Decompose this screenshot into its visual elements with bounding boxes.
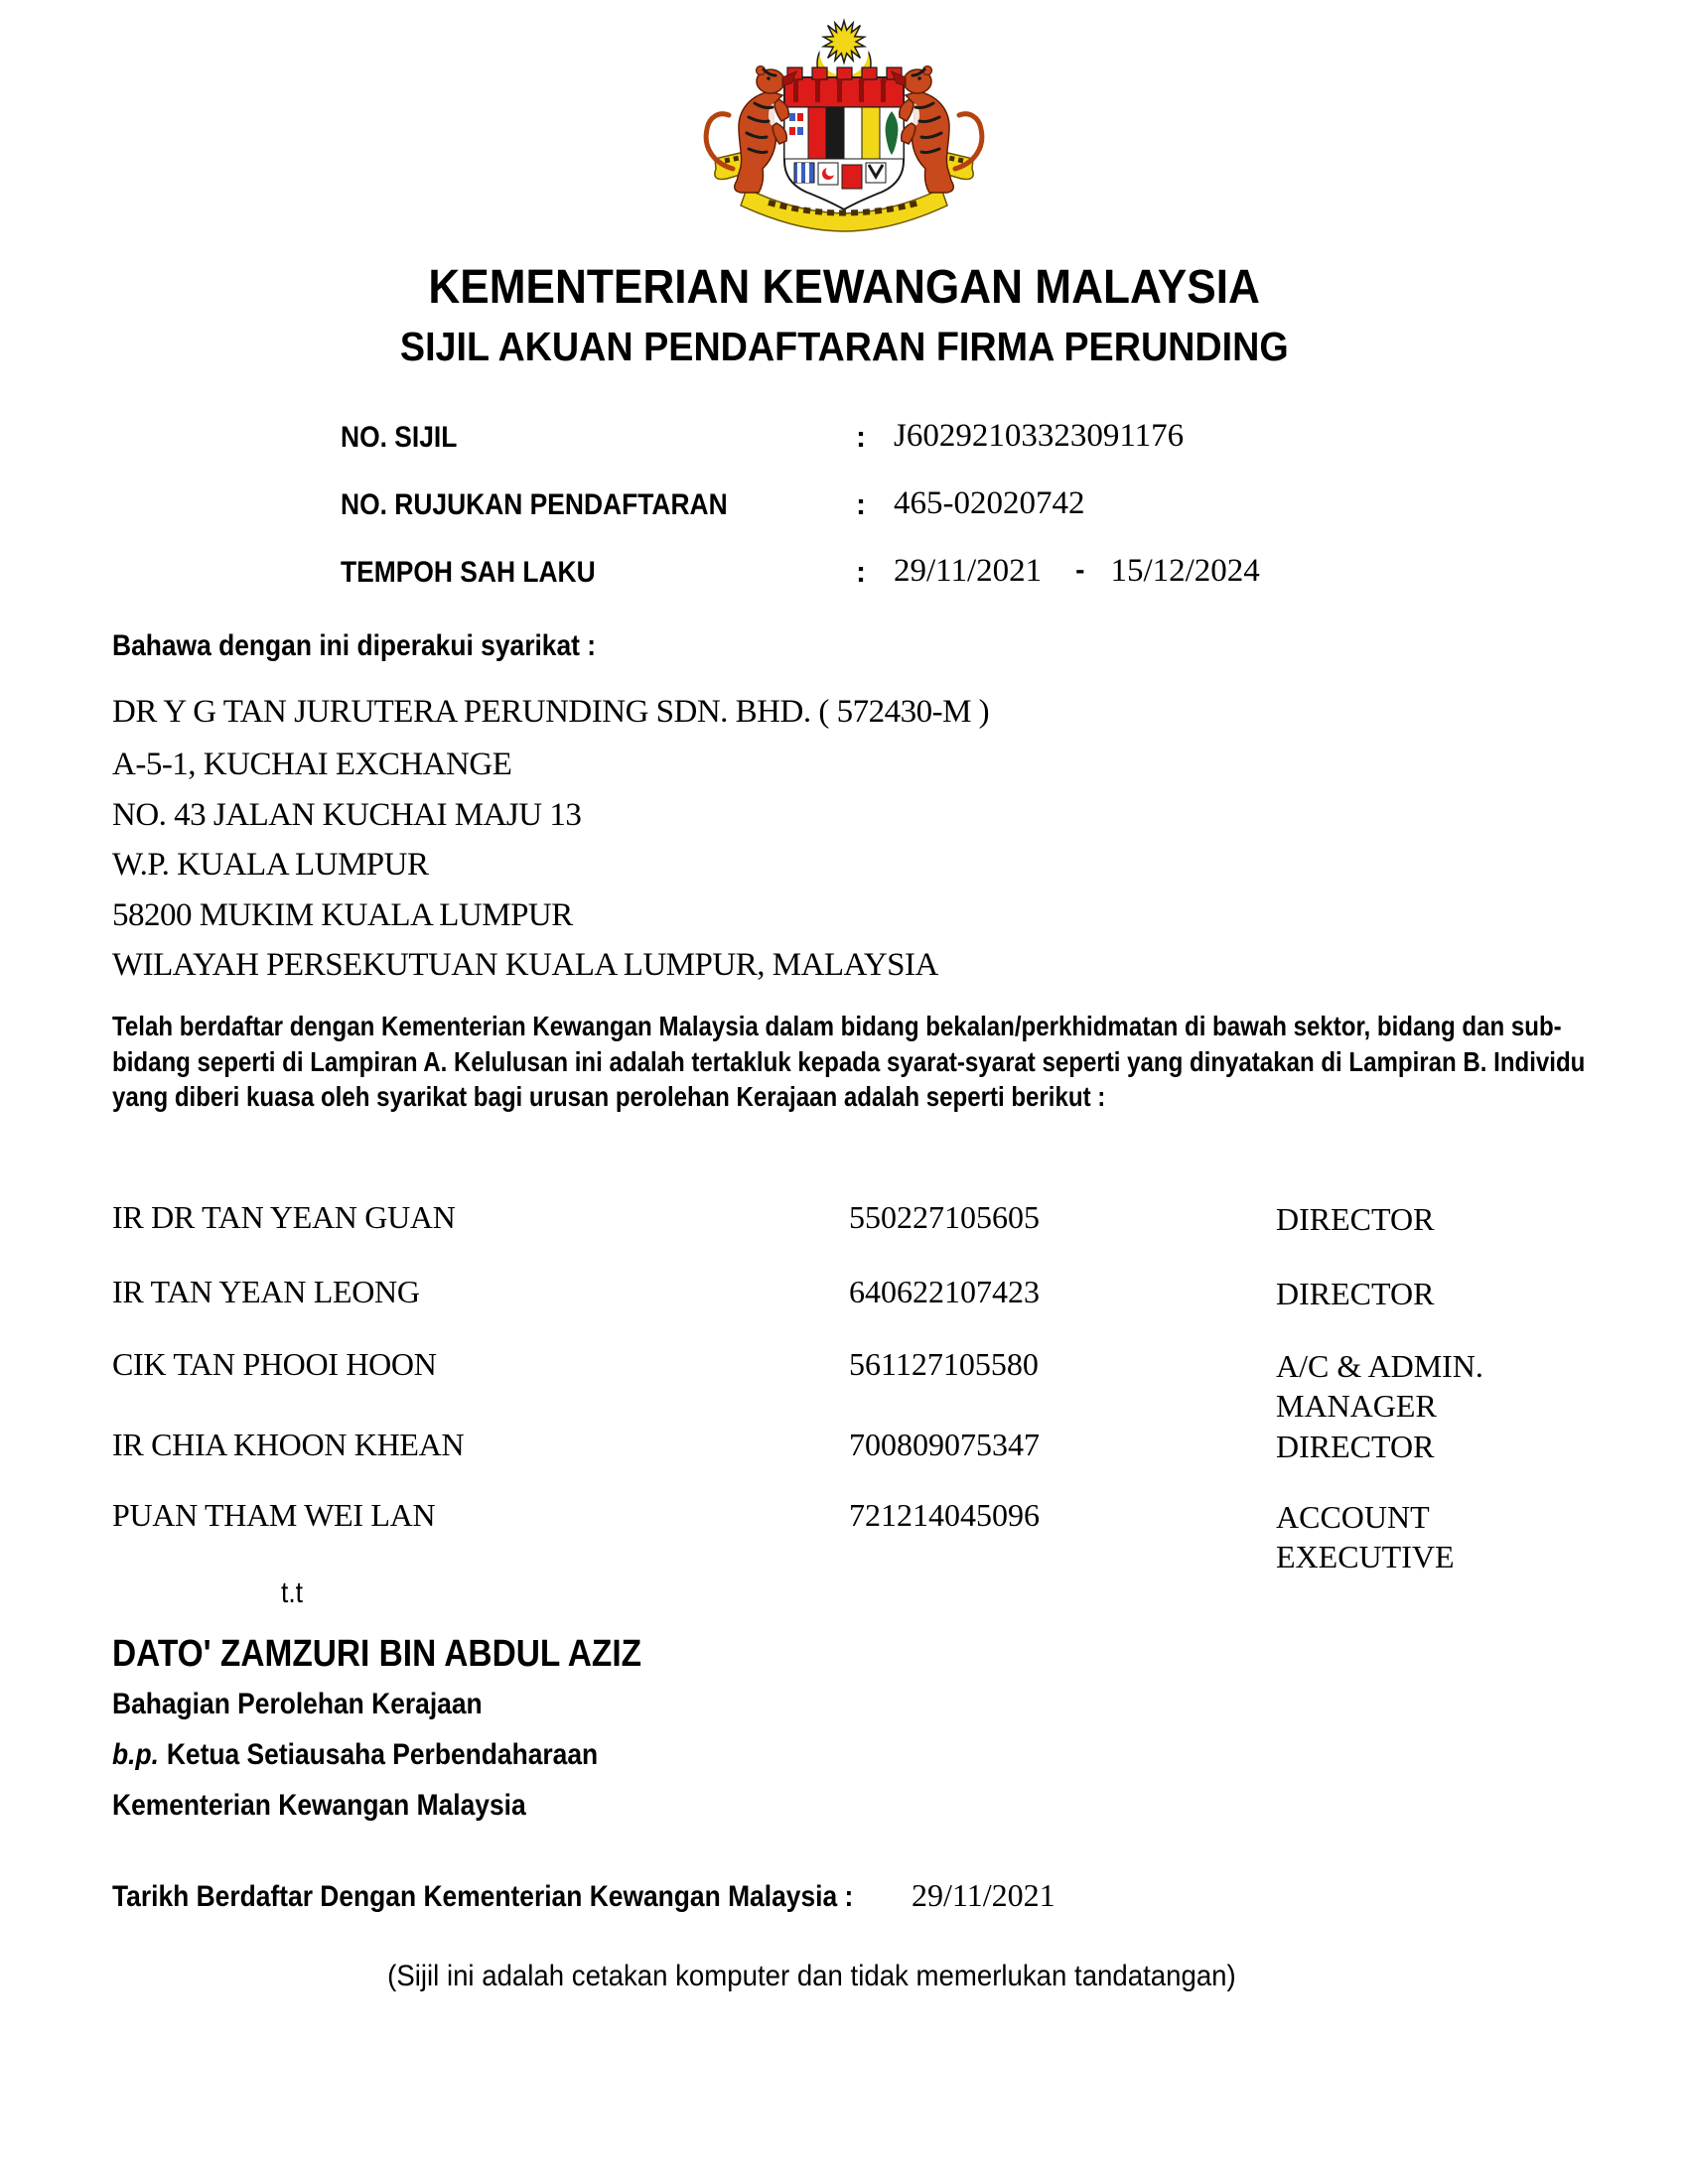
personnel-row bbox=[112, 1497, 1612, 1576]
person-name: IR TAN YEAN LEONG bbox=[112, 1274, 420, 1309]
personnel-row bbox=[112, 1274, 1612, 1313]
field-label-no-rujukan: NO. RUJUKAN PENDAFTARAN bbox=[341, 488, 728, 521]
field-value-no-sijil: J60292103323091176 bbox=[894, 418, 1185, 454]
personnel-row bbox=[112, 1199, 1612, 1239]
person-name: IR CHIA KHOON KHEAN bbox=[112, 1427, 465, 1462]
personnel-row bbox=[112, 1427, 1612, 1466]
person-ic-number: 550227105605 bbox=[849, 1199, 1040, 1235]
field-colon: : bbox=[856, 421, 866, 454]
person-ic-number: 721214045096 bbox=[849, 1497, 1040, 1533]
personnel-row bbox=[112, 1346, 1612, 1426]
person-designation: ACCOUNT EXECUTIVE bbox=[1276, 1499, 1455, 1574]
shield bbox=[784, 68, 904, 209]
page-title: KEMENTERIAN KEWANGAN MALAYSIA bbox=[428, 261, 1260, 314]
registered-date-value: 29/11/2021 bbox=[912, 1877, 1055, 1913]
company-address-line: WILAYAH PERSEKUTUAN KUALA LUMPUR, MALAYSIA bbox=[112, 947, 938, 983]
declaration-intro: Bahawa dengan ini diperakui syarikat : bbox=[112, 629, 597, 662]
company-address-line: W.P. KUALA LUMPUR bbox=[112, 847, 429, 883]
validity-end-date: 15/12/2024 bbox=[1110, 553, 1260, 589]
company-address-line: NO. 43 JALAN KUCHAI MAJU 13 bbox=[112, 797, 582, 833]
person-ic-number: 700809075347 bbox=[849, 1427, 1040, 1462]
field-colon: : bbox=[856, 556, 866, 589]
field-value-tempoh bbox=[894, 553, 1260, 590]
malaysia-coat-of-arms bbox=[685, 12, 1003, 236]
signatory-name: DATO' ZAMZURI BIN ABDUL AZIZ bbox=[112, 1633, 642, 1675]
person-designation: DIRECTOR bbox=[1276, 1201, 1435, 1237]
person-name: PUAN THAM WEI LAN bbox=[112, 1497, 436, 1533]
registration-paragraph: Telah berdaftar dengan Kementerian Kewangan Malaysia dalam bidang bekalan/perkhidmatan di bawah sektor, bidang dan sub-bidang seperti di Lampiran A. Kelulusan ini adalah tertakluk kepada syarat-syarat seperti yang dinyatakan di Lampiran B. Individu yang diberi kuasa oleh syarikat bagi urusan perolehan Kerajaan adalah seperti berikut : bbox=[112, 1011, 1586, 1112]
field-label-no-sijil: NO. SIJIL bbox=[341, 421, 458, 454]
person-ic-number: 640622107423 bbox=[849, 1274, 1040, 1309]
field-value-no-rujukan: 465-02020742 bbox=[894, 485, 1085, 521]
company-address-line: 58200 MUKIM KUALA LUMPUR bbox=[112, 897, 573, 933]
person-designation: DIRECTOR bbox=[1276, 1429, 1435, 1464]
person-name: IR DR TAN YEAN GUAN bbox=[112, 1199, 456, 1235]
validity-start-date: 29/11/2021 bbox=[894, 553, 1043, 589]
registered-date-label: Tarikh Berdaftar Dengan Kementerian Kewangan Malaysia : bbox=[112, 1880, 854, 1913]
validity-dash: - bbox=[1075, 554, 1085, 585]
tt-mark: t.t bbox=[281, 1576, 304, 1609]
state-stripes bbox=[784, 107, 904, 159]
footer-note: (Sijil ini adalah cetakan komputer dan tidak memerlukan tandatangan) bbox=[386, 1960, 1236, 1992]
signatory-ministry: Kementerian Kewangan Malaysia bbox=[112, 1789, 526, 1822]
field-label-tempoh: TEMPOH SAH LAKU bbox=[341, 556, 596, 589]
signatory-bp-line bbox=[112, 1738, 664, 1772]
company-name: DR Y G TAN JURUTERA PERUNDING SDN. BHD. ( 572430-M ) bbox=[112, 694, 990, 730]
person-ic-number: 561127105580 bbox=[849, 1346, 1039, 1382]
page-subtitle: SIJIL AKUAN PENDAFTARAN FIRMA PERUNDING bbox=[399, 324, 1289, 369]
person-designation: A/C & ADMIN. MANAGER bbox=[1276, 1348, 1483, 1424]
bp-prefix: b.p. bbox=[112, 1738, 159, 1771]
person-designation: DIRECTOR bbox=[1276, 1276, 1435, 1311]
signatory-division: Bahagian Perolehan Kerajaan bbox=[112, 1688, 483, 1720]
field-colon: : bbox=[856, 488, 866, 521]
company-address-line: A-5-1, KUCHAI EXCHANGE bbox=[112, 747, 512, 782]
person-name: CIK TAN PHOOI HOON bbox=[112, 1346, 437, 1382]
bp-title: Ketua Setiausaha Perbendaharaan bbox=[166, 1738, 599, 1771]
